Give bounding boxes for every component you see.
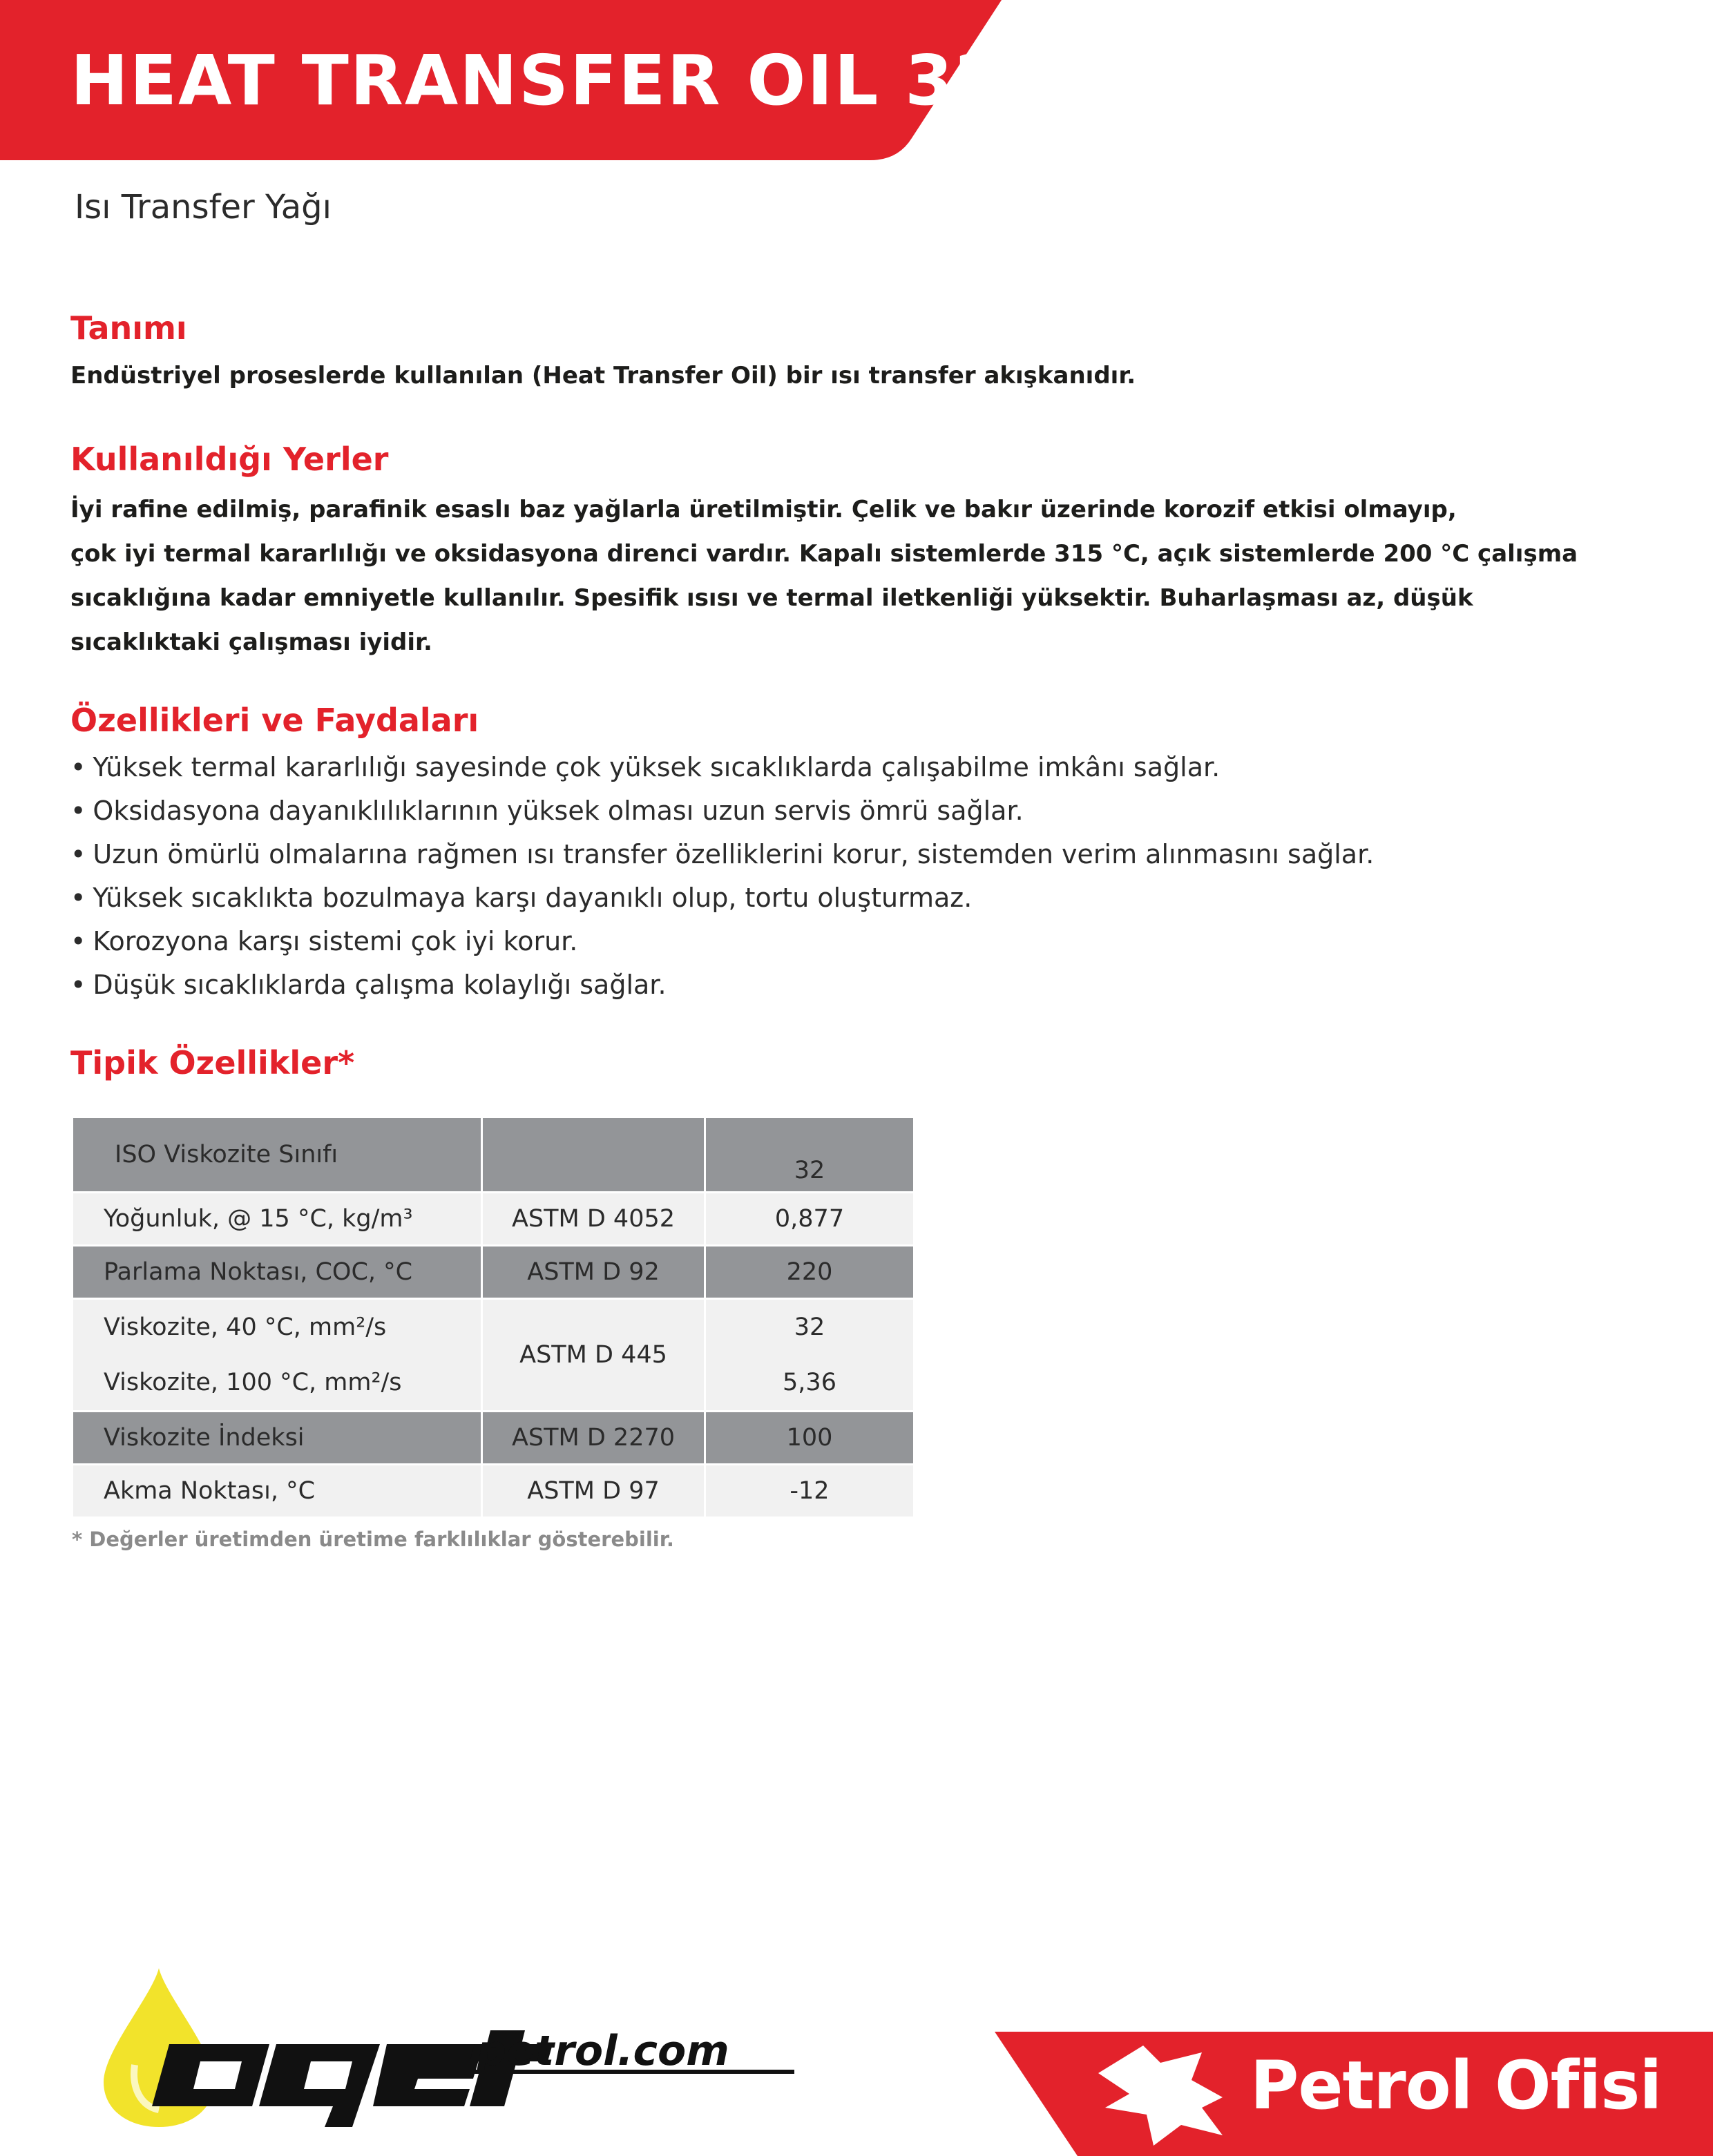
table-cell: -12 [705,1465,915,1518]
list-item: • Yüksek sıcaklıkta bozulmaya karşı dayanıklı olup, tortu oluşturmaz. [70,876,1374,920]
tanimi-text: Endüstriyel proseslerde kullanılan (Heat Transfer Oil) bir ısı transfer akışkanıdır. [70,362,1136,389]
table-cell: 100 [705,1412,915,1465]
section-heading-tipik: Tipik Özellikler* [70,1044,355,1081]
table-cell [482,1117,705,1193]
table-cell: ASTM D 92 [482,1246,705,1299]
section-heading-ozellikleri: Özellikleri ve Faydaları [70,702,479,739]
cell-line: 32 [794,1313,825,1341]
table-cell: Parlama Noktası, COC, °C [73,1246,482,1299]
table-row [73,1299,915,1412]
text-line: sıcaklığına kadar emniyetle kullanılır. Spesifik ısısı ve termal iletkenliği yüksektir. Buharlaşması az, düşük [70,584,1473,612]
table-cell: ASTM D 4052 [482,1193,705,1246]
list-item: • Düşük sıcaklıklarda çalışma kolaylığı sağlar. [70,963,1374,1007]
typical-properties-table [71,1116,915,1519]
product-subtitle: Isı Transfer Yağı [75,188,332,227]
table-cell [73,1299,482,1412]
list-item: • Yüksek termal kararlılığı sayesinde çok yüksek sıcaklıklarda çalışabilme imkânı sağlar. [70,746,1374,789]
table-cell: ISO Viskozite Sınıfı [73,1117,482,1193]
product-title: HEAT TRANSFER OIL 32 [70,40,1004,121]
table-row [73,1465,915,1518]
table-cell: Akma Noktası, °C [73,1465,482,1518]
section-heading-tanimi: Tanımı [70,309,187,347]
petrol-ofisi-wordmark: Petrol Ofisi [1250,2047,1662,2124]
table-footnote: * Değerler üretimden üretime farklılıklar gösterebilir. [72,1528,674,1551]
text-line: İyi rafine edilmiş, parafinik esaslı baz yağlarla üretilmiştir. Çelik ve bakır üzerinde korozif etkisi olmayıp, [70,496,1457,523]
table-cell: ASTM D 445 [482,1299,705,1412]
table-cell: 220 [705,1246,915,1299]
benefits-list [70,746,1374,1007]
header-banner [0,0,1002,160]
table-cell: Yoğunluk, @ 15 °C, kg/m³ [73,1193,482,1246]
section-heading-kullanildigi-yerler: Kullanıldığı Yerler [70,441,389,478]
table-cell: ASTM D 2270 [482,1412,705,1465]
list-item: • Korozyona karşı sistemi çok iyi korur. [70,920,1374,963]
apet-domain: petrol.com [477,2027,729,2075]
table-row [73,1193,915,1246]
text-line: çok iyi termal kararlılığı ve oksidasyona direnci vardır. Kapalı sistemlerde 315 °C, açık sistemlerde 200 °C çalışma [70,540,1578,568]
table-row [73,1246,915,1299]
table-cell: Viskozite İndeksi [73,1412,482,1465]
table-cell: 0,877 [705,1193,915,1246]
list-item: • Oksidasyona dayanıklılıklarının yüksek olması uzun servis ömrü sağlar. [70,789,1374,833]
table-cell: 32 [705,1117,915,1193]
table-row [73,1412,915,1465]
table-cell [705,1299,915,1412]
cell-line: Viskozite, 100 °C, mm²/s [104,1369,402,1396]
kullanildigi-yerler-text [70,488,1590,664]
table-header-row [73,1117,915,1193]
text-line: sıcaklıktaki çalışması iyidir. [70,628,432,656]
cell-line: 5,36 [783,1369,836,1396]
cell-line: Viskozite, 40 °C, mm²/s [104,1313,387,1341]
list-item: • Uzun ömürlü olmalarına rağmen ısı transfer özelliklerini korur, sistemden verim alınmasını sağlar. [70,833,1374,876]
table-cell: ASTM D 97 [482,1465,705,1518]
